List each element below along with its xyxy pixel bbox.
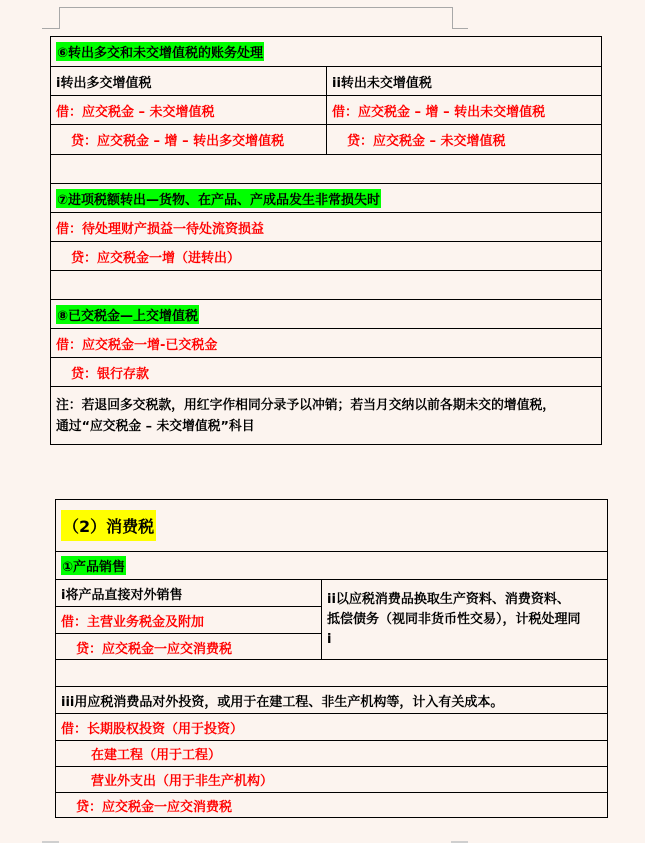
section6-left-header: ⅰ转出多交增值税: [56, 75, 152, 91]
spacer-row: [51, 270, 601, 299]
direct-sale-debit: 借：主营业务税金及附加: [56, 606, 321, 633]
investment-debit-row-1: [56, 713, 607, 740]
section8-title: ⑧已交税金—上交增值税: [56, 305, 199, 324]
product-sales-title: ①产品销售: [61, 556, 126, 575]
exchange-text-line-1: ⅰⅰ以应税消费品换取生产资料、消费资料、: [327, 591, 570, 607]
section7-debit-row: [51, 212, 601, 241]
direct-sale-header: ⅰ将产品直接对外销售: [61, 587, 183, 603]
section8-note-row: [51, 386, 601, 444]
exchange-text-line-2: 抵偿债务（视同非货币性交易），计税处理同: [327, 611, 581, 627]
investment-debit-2: 在建工程（用于工程）: [91, 748, 222, 763]
investment-header: ⅰⅰⅰ用应税消费品对外投资，或用于在建工程、非生产机构等，计入有关成本。: [61, 694, 504, 710]
investment-debit-row-2: [56, 740, 607, 766]
consumption-tax-heading-row: [56, 500, 607, 551]
section6-left-debit: 借：应交税金 – 未交增值税: [56, 104, 215, 120]
section6-left-credit: 贷：应交税金 – 增 – 转出多交增值税: [71, 134, 285, 149]
product-sales-split-row: [56, 579, 607, 659]
section6-credit-row: [51, 124, 601, 154]
section8-debit-row: [51, 328, 601, 357]
spacer-row: [51, 154, 601, 183]
section6-header-row: [51, 66, 601, 95]
note-line-1: 注：若退回多交税款，用红字作相同分录予以冲销；若当月交纳以前各期未交的增值税，: [56, 397, 556, 413]
consumption-tax-heading: （2）消费税: [61, 510, 156, 541]
section6-right-credit: 贷：应交税金 – 未交增值税: [347, 134, 506, 149]
page-corner-mark-top-right: [452, 28, 468, 29]
investment-debit-1: 借：长期股权投资（用于投资）: [61, 721, 244, 737]
section6-title: ⑥转出多交和未交增值税的账务处理: [56, 42, 264, 61]
investment-credit-row: [56, 792, 607, 817]
section7-title-row: [51, 183, 601, 212]
note-line-2: 通过“应交税金 – 未交增值税”科目: [56, 418, 255, 434]
page-top-margin-line: [59, 7, 452, 8]
investment-credit: 贷：应交税金一应交消费税: [76, 799, 233, 815]
page-corner-mark-top-left: [42, 28, 59, 29]
section8-credit-row: [51, 357, 601, 386]
section6-debit-row: [51, 95, 601, 124]
investment-debit-3: 营业外支出（用于非生产机构）: [91, 774, 274, 789]
section8-debit: 借：应交税金一增-已交税金: [56, 337, 218, 353]
investment-debit-row-3: [56, 766, 607, 792]
section6-title-row: [51, 37, 601, 66]
section7-title: ⑦进项税额转出—货物、在产品、产成品发生非常损失时: [56, 189, 381, 208]
vat-entries-table: [50, 36, 602, 445]
page-corner-mark-top-left-v: [59, 7, 60, 29]
section6-right-header: ⅰⅰ转出未交增值税: [332, 75, 432, 91]
page-corner-mark-top-right-v: [452, 7, 453, 29]
section7-credit-row: [51, 241, 601, 270]
consumption-tax-table: [55, 499, 608, 818]
exchange-text-line-3: ⅰ: [327, 631, 332, 647]
section6-right-debit: 借：应交税金 – 增 – 转出未交增值税: [332, 104, 546, 120]
investment-header-row: [56, 686, 607, 713]
section7-credit: 贷：应交税金一增（进转出）: [71, 250, 241, 266]
spacer-row: [56, 659, 607, 686]
section7-debit: 借：待处理财产损益一待处流资损益: [56, 221, 265, 237]
product-sales-title-row: [56, 551, 607, 579]
section8-credit: 贷：银行存款: [71, 366, 150, 382]
direct-sale-credit: 贷：应交税金一应交消费税: [56, 633, 321, 660]
section8-title-row: [51, 299, 601, 328]
